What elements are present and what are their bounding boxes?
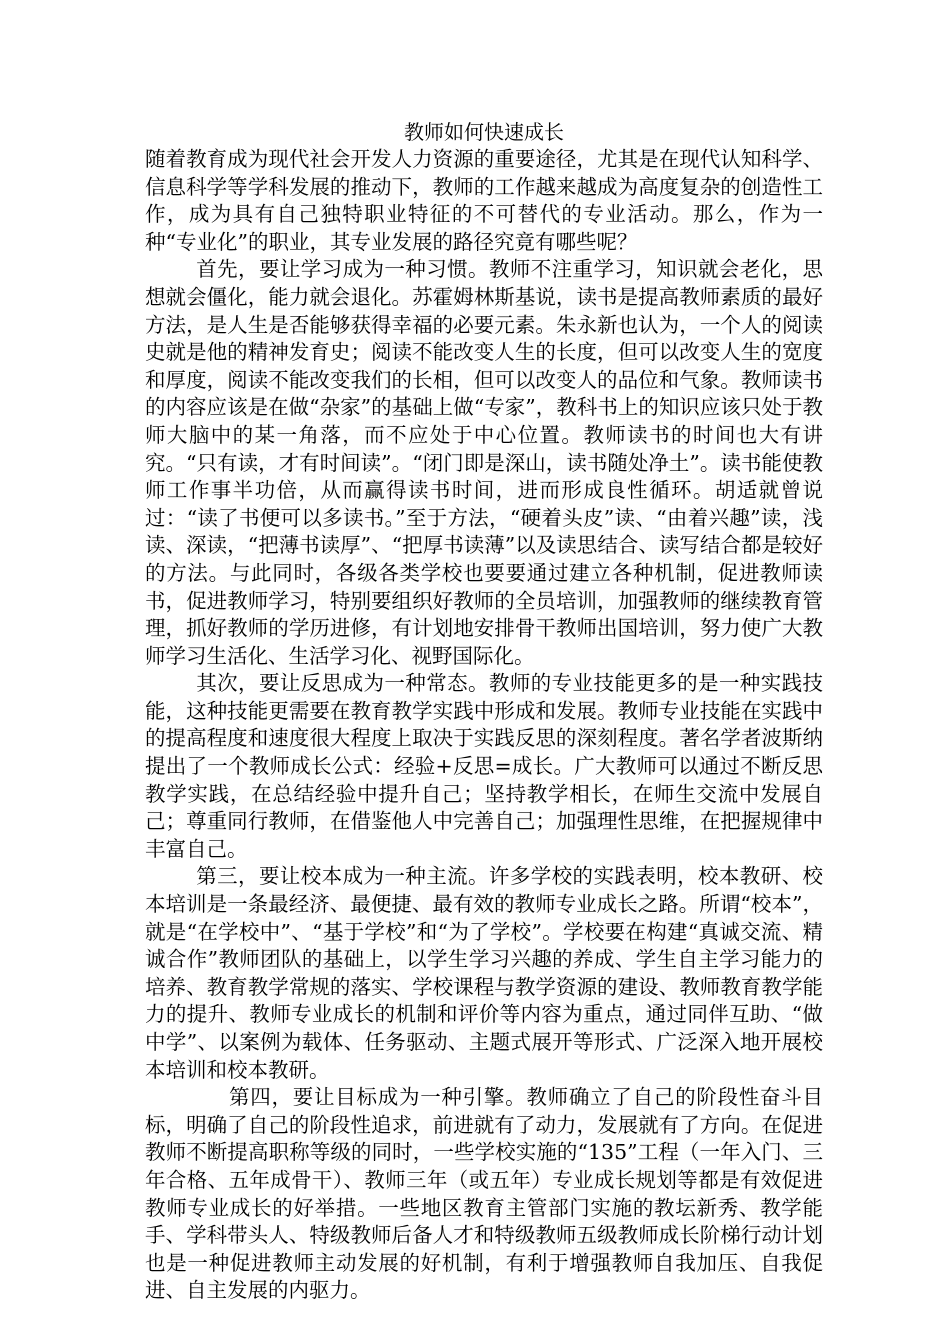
paragraph-reflection: 其次，要让反思成为一种常态。教师的专业技能更多的是一种实践技能，这种技能更需要在教育教学实践中形成和发展。教师专业技能在实践中的提高程度和速度很大程度上取决于实践反思的深刻程度。著名学者波斯纳提出了一个教师成长公式：经验+反思=成长。广大教师可以通过不断反思教学实践，在总结经验中提升自己；坚持教学相长，在师生交流中发展自己；尊重同行教师，在借鉴他人中完善自己；加强理性思维，在把握规律中丰富自己。 <box>145 671 823 861</box>
document-page <box>145 120 823 1305</box>
paragraph-school-based: 第三，要让校本成为一种主流。许多学校的实践表明，校本教研、校本培训是一条最经济、最便捷、最有效的教师专业成长之路。所谓“校本”，就是“在学校中”、“基于学校”和“为了学校”。学校要在构建“真诚交流、精诚合作”教师团队的基础上，以学生学习兴趣的养成、学生自主学习能力的培养、教育教学常规的落实、学校课程与教学资源的建设、教师教育教学能力的提升、教师专业成长的机制和评价等内容为重点，通过同伴互助、“做中学”、以案例为载体、任务驱动、主题式展开等形式、广泛深入地开展校本培训和校本教研。 <box>145 864 823 1082</box>
document-title: 教师如何快速成长 <box>404 120 564 144</box>
paragraph-intro: 随着教育成为现代社会开发人力资源的重要途径，尤其是在现代认知科学、信息科学等学科发展的推动下，教师的工作越来越成为高度复杂的创造性工作，成为具有自己独特职业特征的不可替代的专业活动。那么，作为一种“专业化”的职业，其专业发展的路径究竟有哪些呢？ <box>145 147 823 254</box>
paragraph-learning: 首先，要让学习成为一种习惯。教师不注重学习，知识就会老化，思想就会僵化，能力就会退化。苏霍姆林斯基说，读书是提高教师素质的最好方法，是人生是否能够获得幸福的必要元素。朱永新也认为，一个人的阅读史就是他的精神发育史；阅读不能改变人生的长度，但可以改变人生的宽度和厚度，阅读不能改变我们的长相，但可以改变人的品位和气象。教师读书的内容应该是在做“杂家”的基础上做“专家”，教科书上的知识应该只处于教师大脑中的某一角落，而不应处于中心位置。教师读书的时间也大有讲究。“只有读，才有时间读”。“闭门即是深山，读书随处净土”。读书能使教师工作事半功倍，从而赢得读书时间，进而形成良性循环。胡适就曾说过：“读了书便可以多读书。”至于方法，“硬着头皮”读、“由着兴趣”读，浅读、深读，“把薄书读厚”、“把厚书读薄”以及读思结合、读写结合都是较好的方法。与此同时，各级各类学校也要要通过建立各种机制，促进教师读书，促进教师学习，特别要组织好教师的全员培训，加强教师的继续教育管理，抓好教师的学历进修，有计划地安排骨干教师出国培训，努力使广大教师学习生活化、生活学习化、视野国际化。 <box>145 257 823 668</box>
paragraph-goals: 第四，要让目标成为一种引擎。教师确立了自己的阶段性奋斗目标，明确了自己的阶段性追求，前进就有了动力，发展就有了方向。在促进教师不断提高职称等级的同时，一些学校实施的“135”工程（一年入门、三年合格、五年成骨干）、教师三年（或五年）专业成长规划等都是有效促进教师专业成长的好举措。一些地区教育主管部门实施的教坛新秀、教学能手、学科带头人、特级教师后备人才和特级教师五级教师成长阶梯行动计划也是一种促进教师主动发展的好机制，有利于增强教师自我加压、自我促进、自主发展的内驱力。 <box>145 1085 823 1303</box>
